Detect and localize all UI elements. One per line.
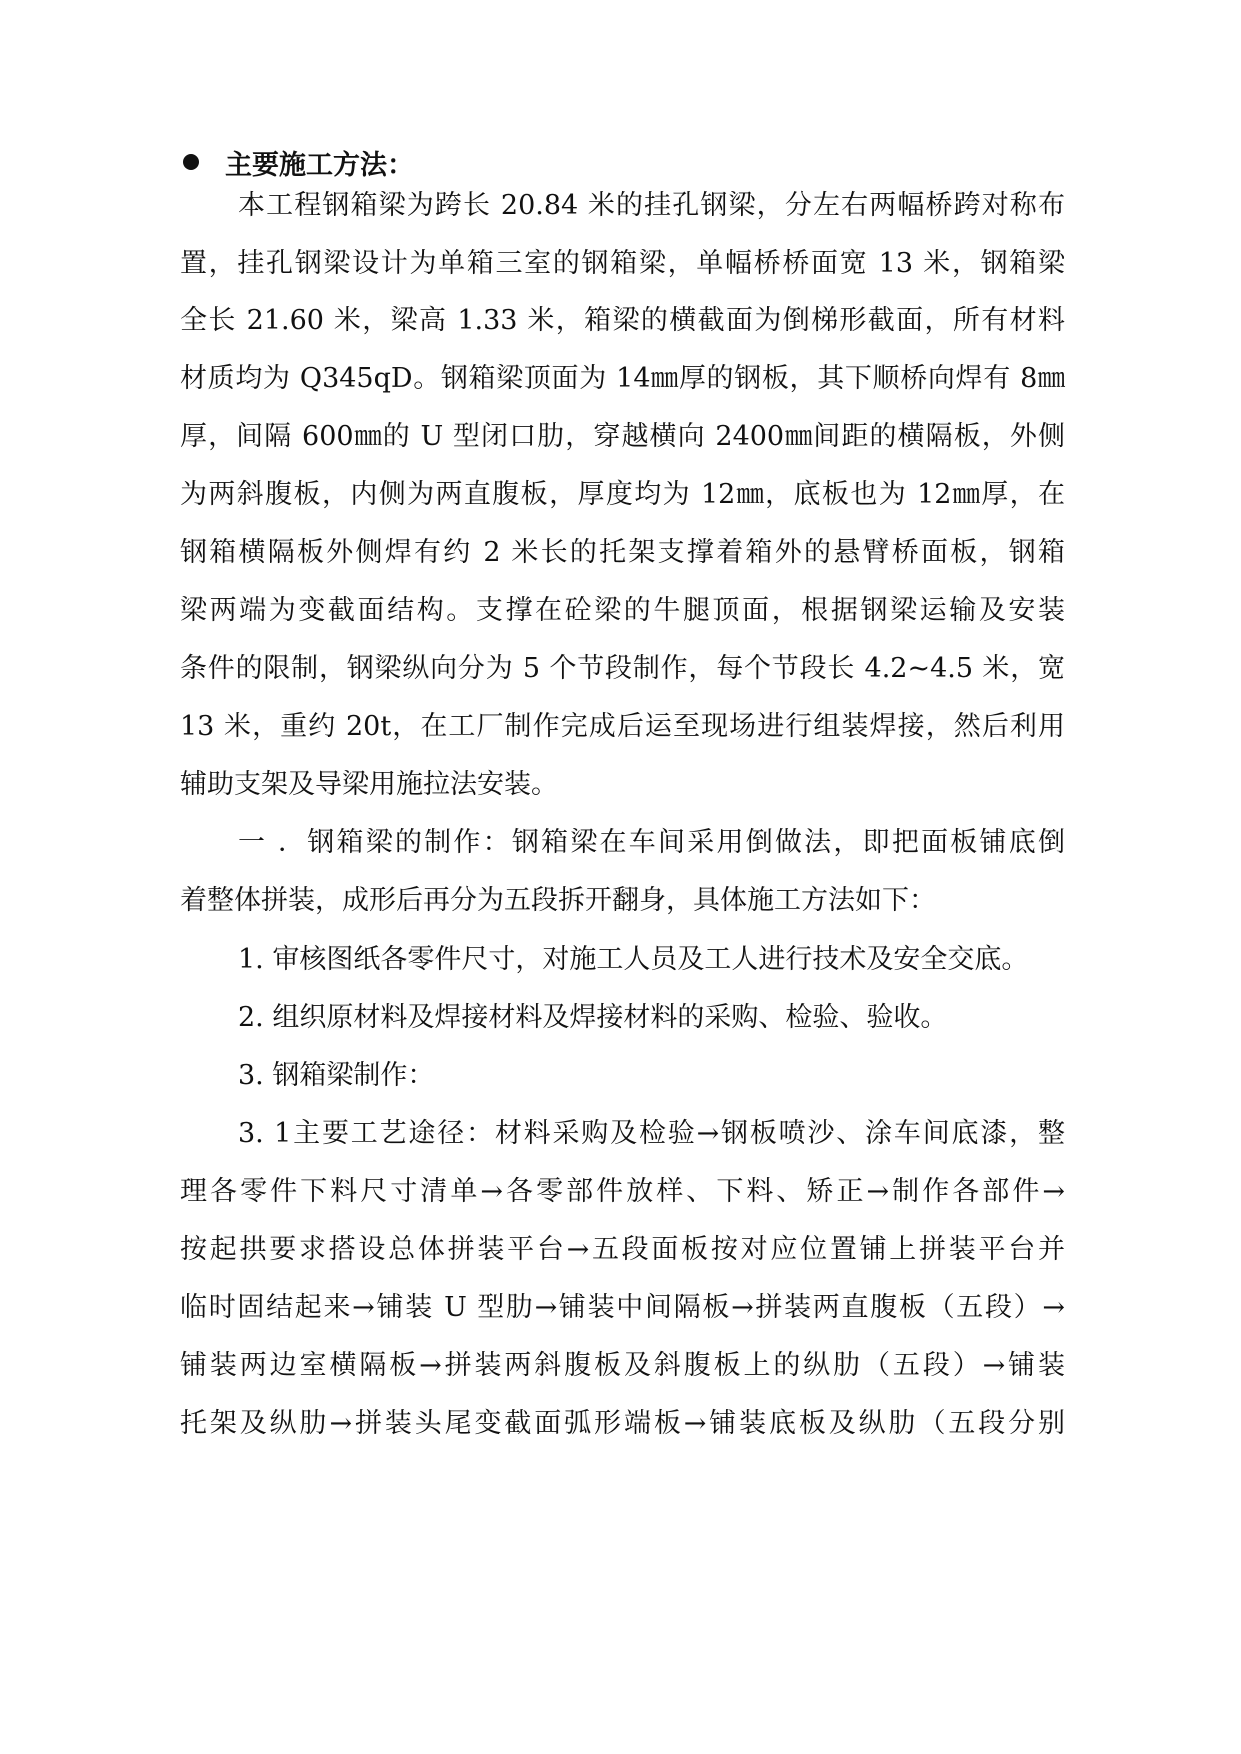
paragraph-line: 置，挂孔钢梁设计为单箱三室的钢箱梁，单幅桥桥面宽 13 米，钢箱梁 xyxy=(180,248,1065,279)
process-line: 3. 1主要工艺途径：材料采购及检验→钢板喷沙、涂车间底漆，整 xyxy=(238,1118,1065,1149)
paragraph-line: 梁两端为变截面结构。支撑在砼梁的牛腿顶面，根据钢梁运输及安装 xyxy=(180,595,1065,626)
bullet-icon xyxy=(183,154,199,170)
paragraph-line: 厚，间隔 600㎜的 U 型闭口肋，穿越横向 2400㎜间距的横隔板，外侧 xyxy=(180,421,1065,452)
paragraph-line: 辅助支架及导梁用施拉法安装。 xyxy=(180,769,558,800)
paragraph-line: 本工程钢箱梁为跨长 20.84 米的挂孔钢梁，分左右两幅桥跨对称布 xyxy=(238,190,1065,221)
section-heading-text: 主要施工方法： xyxy=(225,149,414,181)
paragraph-line: 全长 21.60 米，梁高 1.33 米，箱梁的横截面为倒梯形截面，所有材料 xyxy=(180,305,1065,336)
section-heading xyxy=(183,140,414,184)
list-item: 2. 组织原材料及焊接材料及焊接材料的采购、检验、验收。 xyxy=(238,1002,948,1033)
paragraph-line: 钢箱横隔板外侧焊有约 2 米长的托架支撑着箱外的悬臂桥面板，钢箱 xyxy=(180,537,1065,568)
paragraph-line: 13 米，重约 20t，在工厂制作完成后运至现场进行组装焊接，然后利用 xyxy=(180,711,1065,742)
paragraph-line: 材质均为 Q345qD。钢箱梁顶面为 14㎜厚的钢板，其下顺桥向焊有 8㎜ xyxy=(180,363,1065,394)
section-one-line: 一 ．钢箱梁的制作：钢箱梁在车间采用倒做法，即把面板铺底倒 xyxy=(238,827,1065,858)
list-item: 1. 审核图纸各零件尺寸，对施工人员及工人进行技术及安全交底。 xyxy=(238,944,1029,975)
paragraph-line: 为两斜腹板，内侧为两直腹板，厚度均为 12㎜，底板也为 12㎜厚，在 xyxy=(180,479,1065,510)
process-line: 理各零件下料尺寸清单→各零部件放样、下料、矫正→制作各部件→ xyxy=(180,1176,1065,1207)
process-line: 托架及纵肋→拼装头尾变截面弧形端板→铺装底板及纵肋（五段分别 xyxy=(180,1408,1065,1439)
process-line: 按起拱要求搭设总体拼装平台→五段面板按对应位置铺上拼装平台并 xyxy=(180,1234,1065,1265)
section-one-line: 着整体拼装，成形后再分为五段拆开翻身，具体施工方法如下： xyxy=(180,885,936,916)
process-line: 临时固结起来→铺装 U 型肋→铺装中间隔板→拼装两直腹板（五段）→ xyxy=(180,1292,1065,1323)
list-item: 3. 钢箱梁制作： xyxy=(238,1060,435,1091)
paragraph-line: 条件的限制，钢梁纵向分为 5 个节段制作，每个节段长 4.2~4.5 米，宽 xyxy=(180,653,1065,684)
process-line: 铺装两边室横隔板→拼装两斜腹板及斜腹板上的纵肋（五段）→铺装 xyxy=(180,1350,1065,1381)
